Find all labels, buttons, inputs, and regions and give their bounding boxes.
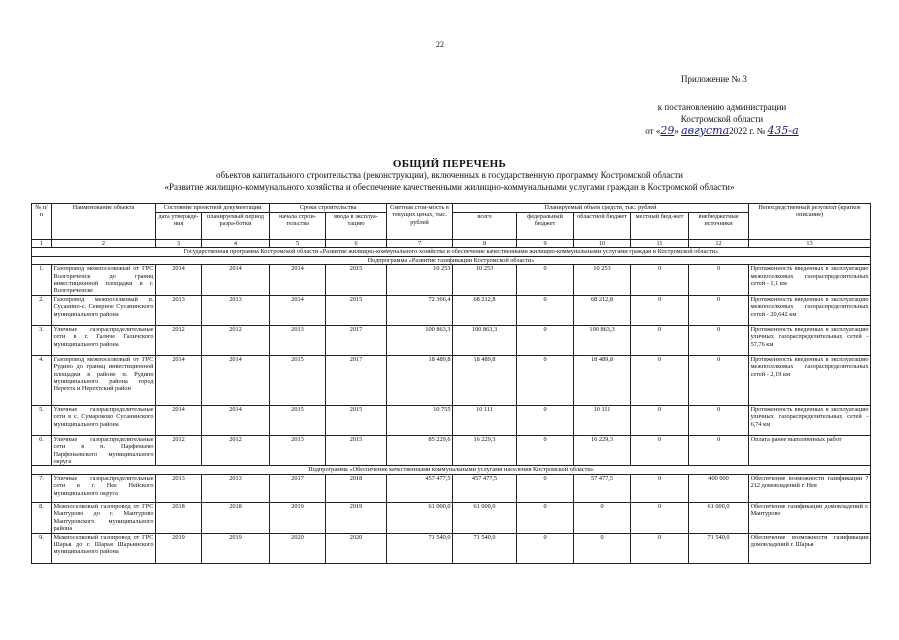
cell-start: 2017	[270, 474, 326, 502]
subprogram-row: Подпрограмма «Обеспечение качественными коммунальными услугами населения Костромской области»	[32, 466, 871, 474]
cell-extra: 0	[689, 405, 749, 435]
table-row	[32, 435, 871, 466]
cell-total: 457 477,5	[453, 474, 517, 502]
cell-estimate: 71 540,0	[387, 533, 453, 563]
column-number: 13	[749, 240, 871, 248]
table-row	[32, 325, 871, 355]
objects-table	[31, 203, 871, 564]
cell-federal: 0	[517, 405, 574, 435]
header-terms: Сроки строительства	[270, 204, 387, 213]
cell-result: Протяженность введенных в эксплуатацию уличных газораспределительных сетей - 57,76 км	[749, 325, 871, 355]
cell-commission: 2015	[326, 405, 387, 435]
cell-result: Протяженность введенных в эксплуатацию межпоселковых газораспределительных сетей - 2,19 км	[749, 355, 871, 405]
cell-regional: 68 212,8	[574, 295, 631, 325]
table-row	[32, 533, 871, 563]
cell-planned: 2013	[202, 295, 270, 325]
cell-federal: 0	[517, 435, 574, 466]
cell-approved: 2014	[156, 355, 202, 405]
decree-line-1: к постановлению администрации	[657, 102, 787, 112]
header-funds-regional: областной бюджет	[574, 213, 631, 240]
cell-approved: 2018	[156, 502, 202, 533]
header-funds-local: местный бюд-жет	[631, 213, 689, 240]
cell-n: 4.	[32, 355, 52, 405]
cell-estimate: 100 863,3	[387, 325, 453, 355]
cell-result: Протяженность введенных в эксплуатацию межпоселковых газораспределительных сетей - 1,1 км	[749, 265, 871, 296]
header-num: № п/п	[32, 204, 52, 240]
cell-extra: 0	[689, 265, 749, 296]
cell-planned: 2012	[202, 325, 270, 355]
cell-name: Уличные газораспределительные сети в с. Сумароково Сусанинского муниципального района	[52, 405, 156, 435]
cell-federal: 0	[517, 265, 574, 296]
header-funds-extra: внебюджетные источники	[689, 213, 749, 240]
cell-result: Обеспечение возможности газификации 7 212 домовладений г. Нея	[749, 474, 871, 502]
appendix-label: Приложение № 3	[681, 74, 747, 84]
cell-start: 2013	[270, 435, 326, 466]
cell-estimate: 10 755	[387, 405, 453, 435]
cell-n: 6.	[32, 435, 52, 466]
cell-commission: 2015	[326, 295, 387, 325]
cell-n: 7.	[32, 474, 52, 502]
cell-local: 0	[631, 265, 689, 296]
decree-day: 29	[660, 124, 675, 137]
cell-extra: 0	[689, 295, 749, 325]
cell-total: 100 863,3	[453, 325, 517, 355]
cell-federal: 0	[517, 355, 574, 405]
cell-regional: 57 477,5	[574, 474, 631, 502]
decree-number: 435-а	[767, 124, 799, 137]
cell-start: 2015	[270, 355, 326, 405]
cell-estimate: 61 000,0	[387, 502, 453, 533]
cell-extra: 0	[689, 325, 749, 355]
cell-planned: 2014	[202, 355, 270, 405]
cell-federal: 0	[517, 502, 574, 533]
cell-approved: 2013	[156, 295, 202, 325]
header-docs: Состояние проектной документации	[156, 204, 270, 213]
cell-estimate: 10 253	[387, 265, 453, 296]
cell-total: 10 253	[453, 265, 517, 296]
cell-planned: 2014	[202, 265, 270, 296]
cell-local: 0	[631, 533, 689, 563]
cell-result: Протяженность введенных в эксплуатацию межпоселковых газораспределительных сетей - 20,642 км	[749, 295, 871, 325]
cell-regional: 0	[574, 502, 631, 533]
column-number: 6	[326, 240, 387, 248]
cell-federal: 0	[517, 533, 574, 563]
cell-estimate: 85 229,6	[387, 435, 453, 466]
subprogram-row: Подпрограмма «Развитие газификации Костромской области»	[32, 256, 871, 264]
document-title: ОБЩИЙ ПЕРЕЧЕНЬ	[392, 158, 507, 170]
cell-regional: 100 863,3	[574, 325, 631, 355]
cell-local: 0	[631, 355, 689, 405]
column-number: 2	[52, 240, 156, 248]
cell-extra: 0	[689, 355, 749, 405]
cell-local: 0	[631, 325, 689, 355]
header-funds-total: всего	[453, 213, 517, 240]
cell-start: 2013	[270, 325, 326, 355]
cell-start: 2014	[270, 265, 326, 296]
header-terms-commission: ввода в эксплуа-тацию	[326, 213, 387, 240]
cell-commission: 2019	[326, 502, 387, 533]
cell-name: Газопровод межпоселковый от ГРС Волгореченск до границ инвестиционной площадки в г. Волгореченске	[53, 265, 154, 295]
decree-month: августа	[681, 124, 730, 137]
cell-name: Уличные газораспределительные сети в п. Парфеньево Парфеньевского муниципального округа	[53, 435, 154, 466]
cell-name: Межпоселковый газопровод от ГРС Шарья до г. Шарья Шарьинского муниципального района	[52, 533, 156, 563]
cell-commission: 2018	[326, 474, 387, 502]
document-subtitle-2: «Развитие жилищно-коммунального хозяйства и обеспечение качественными жилищно-коммунальными услугами граждан в Костромской области»	[164, 182, 735, 192]
cell-result: Оплата ранее выполненных работ	[749, 435, 871, 466]
cell-name: Межпоселковый газопровод от ГРС Мантурово до г. Мантурово Мантуровского муниципального района	[53, 502, 154, 533]
table-row	[32, 405, 871, 435]
cell-regional: 10 111	[574, 405, 631, 435]
cell-result: Обеспечение возможности газификации домовладений г. Шарья	[749, 533, 871, 563]
cell-total: 71 540,0	[453, 533, 517, 563]
header-result: Непосредственный результат (краткое описание)	[749, 204, 871, 240]
cell-total: 10 111	[453, 405, 517, 435]
decree-line-3	[642, 125, 802, 137]
column-number: 4	[202, 240, 270, 248]
header-funds: Планируемый объем средств, тыс. рублей	[453, 204, 749, 213]
cell-name: Газопровод межпоселковый от ГРС Рудино до границ инвестиционной площадки в районе п. Рудино муниципального района город Нерехта и Нерехтский район	[52, 355, 156, 405]
cell-federal: 0	[517, 474, 574, 502]
cell-n: 5.	[32, 405, 52, 435]
cell-result: Обеспечение газификации домовладений г. Мантурово	[749, 502, 871, 533]
cell-name: Уличные газораспределительные сети в г. Нее Нейского муниципального округа	[52, 474, 156, 502]
cell-local: 0	[631, 405, 689, 435]
cell-approved: 2012	[156, 435, 202, 466]
decree-mid: »	[674, 126, 679, 136]
cell-commission: 2017	[326, 355, 387, 405]
decree-year: 2022 г. №	[729, 126, 766, 136]
cell-extra: 0	[689, 435, 749, 466]
cell-commission: 2015	[326, 265, 387, 296]
column-number: 9	[517, 240, 574, 248]
cell-approved: 2019	[156, 533, 202, 563]
cell-approved: 2012	[156, 325, 202, 355]
column-number: 11	[631, 240, 689, 248]
cell-estimate: 72 366,4	[387, 295, 453, 325]
cell-start: 2014	[270, 295, 326, 325]
cell-planned: 2019	[202, 533, 270, 563]
cell-estimate: 18 489,8	[387, 355, 453, 405]
cell-start: 2015	[270, 405, 326, 435]
column-number: 10	[574, 240, 631, 248]
cell-estimate: 457 477,5	[387, 474, 453, 502]
cell-n: 8.	[32, 502, 52, 533]
cell-planned: 2014	[202, 405, 270, 435]
table-row	[32, 355, 871, 405]
column-number: 5	[270, 240, 326, 248]
cell-total: 68 212,8	[453, 295, 517, 325]
cell-local: 0	[631, 502, 689, 533]
cell-commission: 2020	[326, 533, 387, 563]
cell-commission: 2017	[326, 325, 387, 355]
header-terms-start: начала строи-тельства	[270, 213, 326, 240]
cell-planned: 2013	[202, 474, 270, 502]
cell-approved: 2014	[156, 265, 202, 296]
column-number: 8	[453, 240, 517, 248]
cell-result: Протяженность введенных в эксплуатацию уличных газораспределительных сетей - 6,74 км	[749, 405, 871, 435]
cell-local: 0	[631, 435, 689, 466]
document-subtitle-1: объектов капитального строительства (реконструкции), включенных в государственную программу Костромской области	[216, 170, 683, 180]
cell-approved: 2014	[156, 405, 202, 435]
cell-start: 2019	[270, 502, 326, 533]
cell-name: Газопровод межпоселковый п. Сусанино-с. Северное Сусанинского муниципального района	[52, 295, 156, 325]
page-number: 22	[436, 40, 444, 49]
table-row	[32, 474, 871, 502]
cell-commission: 2015	[326, 435, 387, 466]
cell-n: 3.	[32, 325, 52, 355]
header-docs-approved: дата утвержде-ния	[156, 213, 202, 240]
cell-n: 2.	[32, 295, 52, 325]
cell-local: 0	[631, 474, 689, 502]
cell-extra: 61 000,0	[689, 502, 749, 533]
header-name: Наименование объекта	[52, 204, 156, 240]
table-row	[32, 502, 871, 533]
cell-total: 18 489,8	[453, 355, 517, 405]
header-estimate: Сметная стои-мость в текущих ценах, тыс. рублей	[387, 204, 453, 240]
column-number: 7	[387, 240, 453, 248]
column-number: 12	[689, 240, 749, 248]
cell-federal: 0	[517, 325, 574, 355]
table-row	[32, 295, 871, 325]
header-funds-federal: федеральный бюджет	[517, 213, 574, 240]
cell-extra: 71 540,0	[689, 533, 749, 563]
cell-name: Уличные газораспределительные сети в г. Галиче Галичского муниципального района	[52, 325, 156, 355]
cell-n: 1.	[32, 265, 52, 296]
program-row: Государственная программа Костромской области «Развитие жилищно-коммунального хозяйства и обеспечение качественными жилищно-коммунальными услугами граждан в Костромской области»	[32, 248, 871, 256]
cell-regional: 10 253	[574, 265, 631, 296]
cell-approved: 2013	[156, 474, 202, 502]
decree-prefix: от «	[645, 126, 661, 136]
cell-total: 16 229,3	[453, 435, 517, 466]
cell-start: 2020	[270, 533, 326, 563]
cell-regional: 16 229,3	[574, 435, 631, 466]
table-row	[32, 265, 871, 296]
cell-total: 61 000,0	[453, 502, 517, 533]
cell-regional: 18 489,8	[574, 355, 631, 405]
cell-regional: 0	[574, 533, 631, 563]
cell-n: 9.	[32, 533, 52, 563]
column-number: 1	[32, 240, 52, 248]
cell-planned: 2018	[202, 502, 270, 533]
header-docs-planned: планируемый период разра-ботки	[202, 213, 270, 240]
cell-planned: 2012	[202, 435, 270, 466]
decree-line-2: Костромской области	[680, 114, 764, 124]
cell-local: 0	[631, 295, 689, 325]
column-number: 3	[156, 240, 202, 248]
decree-reference	[642, 101, 802, 137]
cell-extra: 400 000	[689, 474, 749, 502]
cell-federal: 0	[517, 295, 574, 325]
